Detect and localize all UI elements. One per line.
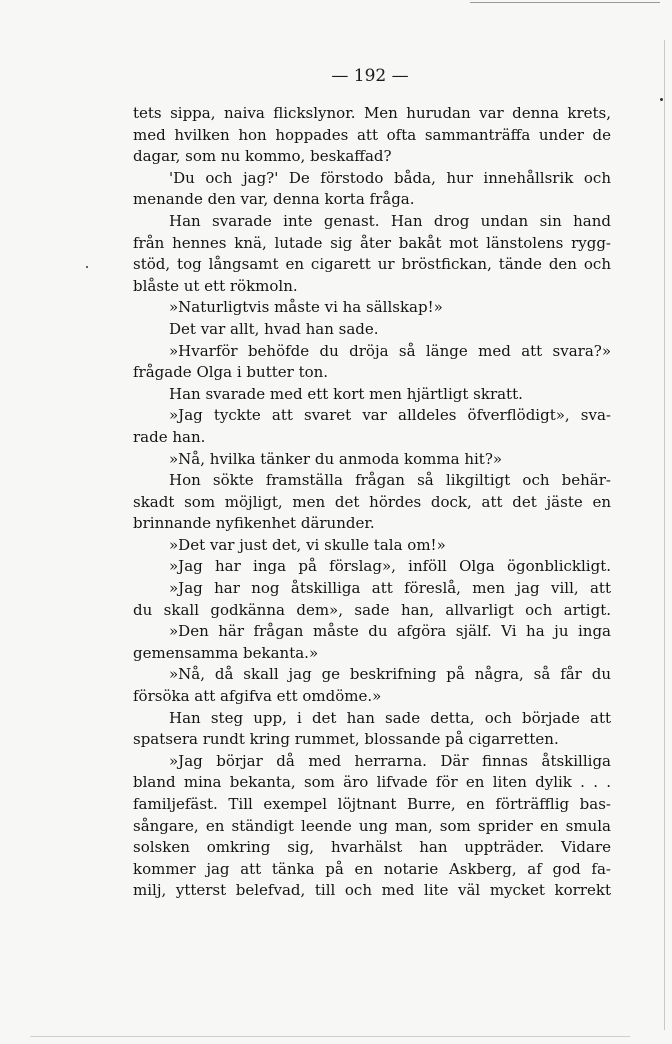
scan-edge-bottom [30,1036,630,1037]
text-line: »Nå, då skall jag ge beskrifning på några, så får du [169,665,611,684]
text-line: »Den här frågan måste du afgöra själf. Vi ha ju inga [169,622,611,641]
text-line: familjefäst. Till exempel löjtnant Burre, en förträfflig bas- [133,795,611,813]
text-line: Han svarade med ett kort men hjärtligt skratt. [169,384,523,403]
text-line: solsken omkring sig, hvarhälst han uppträder. Vidare [133,838,611,857]
text-line: Hon sökte framställa frågan så likgiltigt och behär- [169,471,611,490]
text-line: 'Du och jag?' De förstodo båda, hur innehållsrik och [169,168,611,187]
text-line: dagar, som nu kommo, beskaffad? [133,147,392,166]
text-line: »Jag tyckte att svaret var alldeles öfverflödigt», sva- [169,406,611,425]
text-line: spatsera rundt kring rummet, blossande på cigarretten. [133,730,559,749]
scan-speck [660,98,663,101]
text-line: skadt som möjligt, men det hördes dock, att det jäste en [133,492,611,511]
text-line: du skall godkänna dem», sade han, allvarligt och artigt. [133,600,611,619]
scan-edge-right [664,40,665,1030]
text-line: »Jag har nog åtskilliga att föreslå, men jag vill, att [169,579,611,598]
scan-edge-top [470,2,660,3]
text-line: »Nå, hvilka tänker du anmoda komma hit?» [169,449,503,468]
text-line: »Jag börjar då med herrarna. Där finnas åtskilliga [169,751,611,770]
scan-speck [86,266,88,268]
text-line: »Jag har inga på förslag», inföll Olga ögonblickligt. [169,557,611,576]
text-line: försöka att afgifva ett omdöme.» [133,687,382,706]
text-line: stöd, tog långsamt en cigarett ur bröstfickan, tände den och [133,255,611,274]
text-line: »Naturligtvis måste vi ha sällskap!» [169,298,443,317]
text-line: blåste ut ett rökmoln. [133,276,298,295]
text-line: med hvilken hon hoppades att ofta sammanträffa under de [133,125,611,144]
text-line: milj, ytterst belefvad, till och med lite väl mycket korrekt [133,881,611,900]
text-line: från hennes knä, lutade sig åter bakåt mot länstolens rygg- [133,233,611,252]
text-line: Han steg upp, i det han sade detta, och började att [169,708,611,727]
text-line: Det var allt, hvad han sade. [169,319,379,338]
text-line: Han svarade inte genast. Han drog undan sin hand [169,211,611,230]
text-line: rade han. [133,427,206,446]
text-line: sångare, en ständigt leende ung man, som sprider en smula [133,816,611,835]
page-number: — 192 — [331,66,409,86]
text-line: frågade Olga i butter ton. [133,363,329,382]
text-line: menande den var, denna korta fråga. [133,190,415,209]
text-line: gemensamma bekanta.» [133,643,319,662]
text-line: tets sippa, naiva flickslynor. Men hurudan var denna krets, [133,104,611,122]
text-line: »Hvarför behöfde du dröja så länge med att svara?» [169,341,611,360]
text-line: »Det var just det, vi skulle tala om!» [169,535,446,554]
text-line: bland mina bekanta, som äro lifvade för en liten dylik . . . [133,773,611,792]
body-text [133,103,611,902]
text-line: brinnande nyfikenhet därunder. [133,514,375,533]
text-line: kommer jag att tänka på en notarie Askberg, af god fa- [133,859,611,878]
